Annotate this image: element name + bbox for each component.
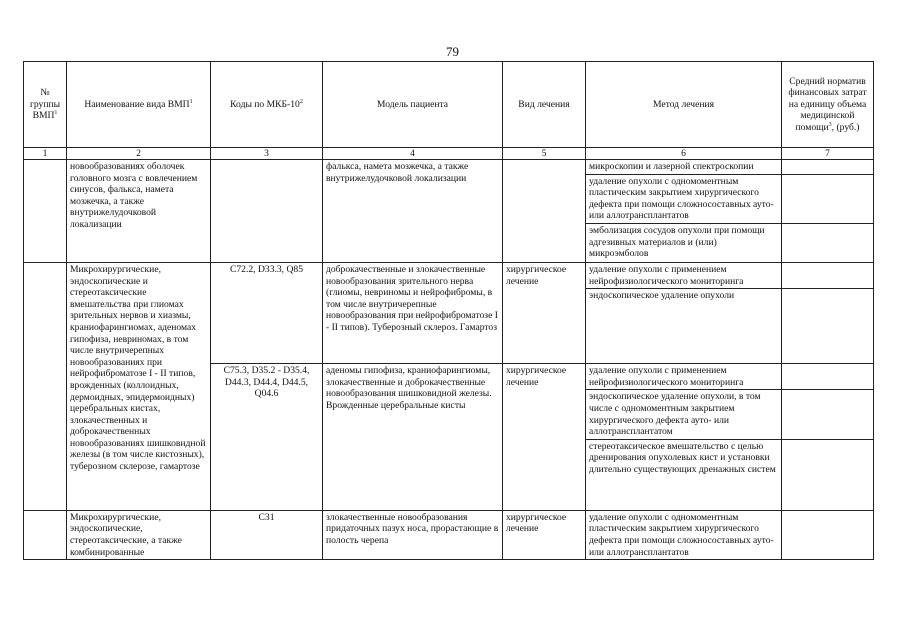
cost-cell xyxy=(782,510,874,559)
cost-cell xyxy=(782,364,874,390)
column-number: 6 xyxy=(586,148,782,160)
vmp-name-cell: новообразованиях оболочек головного мозга с вовлечением синусов, фалькса, намета мозжечка, а также внутрижелудочковой локализации xyxy=(67,160,211,263)
column-number: 2 xyxy=(67,148,211,160)
mkb-codes-cell: C72.2, D33.3, Q85 xyxy=(211,262,323,363)
table-row xyxy=(24,262,874,288)
treatment-type-cell: хирургическое лечение xyxy=(503,262,586,363)
group-no-cell xyxy=(24,510,67,559)
treatment-method-cell: эндоскопическое удаление опухоли xyxy=(586,289,782,364)
treatment-method-cell: удаление опухоли с применением нейрофизиологического мониторинга xyxy=(586,262,782,288)
header-treatment-type: Вид лечения xyxy=(503,62,586,148)
patient-model-cell: аденомы гипофиза, краниофарингиомы, злокачественные и доброкачественные новообразования шишковидной железы. Врожденные церебральные кисты xyxy=(323,364,503,511)
cost-cell xyxy=(782,390,874,439)
treatment-type-cell xyxy=(503,160,586,263)
group-no-cell xyxy=(24,262,67,510)
mkb-codes-cell: C31 xyxy=(211,510,323,559)
patient-model-cell: фалькса, намета мозжечка, а также внутрижелудочковой локализации xyxy=(323,160,503,263)
column-number: 4 xyxy=(323,148,503,160)
cost-cell xyxy=(782,262,874,288)
cost-cell xyxy=(782,439,874,510)
column-number: 7 xyxy=(782,148,874,160)
treatment-type-cell: хирургическое лечение xyxy=(503,364,586,511)
vmp-table xyxy=(23,61,874,560)
treatment-method-cell: стереотаксическое вмешательство с целью дренирования опухолевых кист и установки длительно существующих дренажных систем xyxy=(586,439,782,510)
treatment-method-cell: эмболизация сосудов опухоли при помощи адгезивных материалов и (или) микроэмболов xyxy=(586,223,782,262)
table-row xyxy=(24,510,874,559)
header-mkb-codes: Коды по МКБ-$10^2$ xyxy=(211,62,323,148)
treatment-method-cell: удаление опухоли с одномоментным пластическим закрытием хирургического дефекта при помощи сложносоставных ауто- или аллотрансплантатов xyxy=(586,174,782,223)
header-patient-model: Модель пациента xyxy=(323,62,503,148)
cost-cell xyxy=(782,160,874,175)
vmp-name-cell: Микрохирургические, эндоскопические, стереотаксические, а также комбинированные xyxy=(67,510,211,559)
group-no-cell xyxy=(24,160,67,263)
cost-cell xyxy=(782,289,874,364)
treatment-method-cell: эндоскопическое удаление опухоли, в том числе с одномоментным закрытием хирургического дефекта ауто- или аллотрансплантатом xyxy=(586,390,782,439)
cost-cell xyxy=(782,174,874,223)
patient-model-cell: злокачественные новообразования придаточных пазух носа, прорастающие в полость черепа xyxy=(323,510,503,559)
treatment-type-cell: хирургическое лечение xyxy=(503,510,586,559)
treatment-method-cell: удаление опухоли с применением нейрофизиологического мониторинга xyxy=(586,364,782,390)
header-row xyxy=(24,62,874,148)
header-cost: Средний норматив финансовых затрат на единицу объема медицинской помощи$^3$, (руб.) xyxy=(782,62,874,148)
patient-model-cell: доброкачественные и злокачественные новообразования зрительного нерва (глиомы, невриномы и нейрофибромы, в том числе внутричерепные новообразования при нейрофиброматозе I - II типов). Туберозный склероз. Гамартоз xyxy=(323,262,503,363)
header-vmp-name: Наименование вида ВМП$^1$ xyxy=(67,62,211,148)
vmp-name-cell: Микрохирургические, эндоскопические и стереотаксические вмешательства при глиомах зрительных нервов и хиазмы, краниофарингиомах, аденомах гипофиза, невриномах, в том числе внутричерепных новообразованиях при нейрофиброматозе I - II типов, врожденных (коллоидных, дермоидных, эпидермоидных) церебральных кистах, злокачественных и доброкачественных новообразованиях шишковидной железы (в том числе кистозных), туберозном склерозе, гамартозе xyxy=(67,262,211,510)
header-group-no: № группы ВМП$^1$ xyxy=(24,62,67,148)
column-number: 3 xyxy=(211,148,323,160)
column-number: 1 xyxy=(24,148,67,160)
mkb-codes-cell xyxy=(211,160,323,263)
column-number-row xyxy=(24,148,874,160)
mkb-codes-cell: C75.3, D35.2 - D35.4, D44.3, D44.4, D44.5, Q04.6 xyxy=(211,364,323,511)
treatment-method-cell: удаление опухоли с одномоментным пластическим закрытием хирургического дефекта при помощи сложносоставных ауто- или аллотрансплантатов xyxy=(586,510,782,559)
cost-cell xyxy=(782,223,874,262)
column-number: 5 xyxy=(503,148,586,160)
treatment-method-cell: микроскопии и лазерной спектроскопии xyxy=(586,160,782,175)
header-treatment-method: Метод лечения xyxy=(586,62,782,148)
page-number: 79 xyxy=(446,44,459,59)
table-row xyxy=(24,160,874,175)
